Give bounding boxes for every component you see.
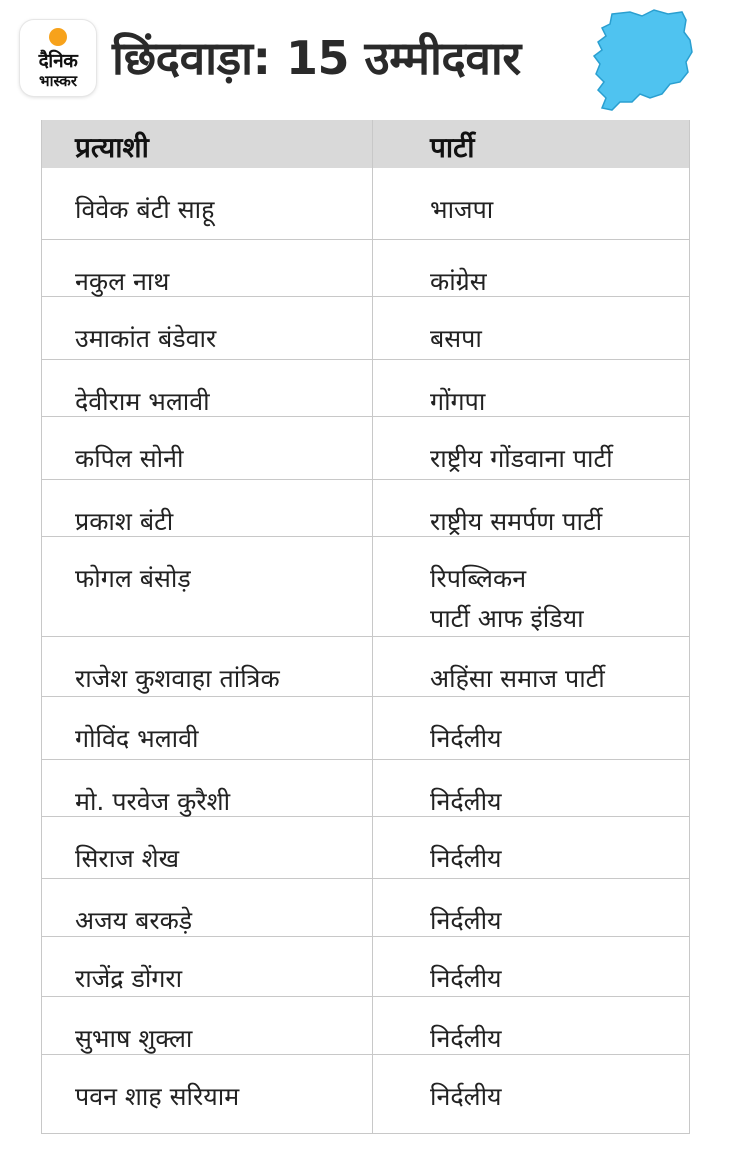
column-divider [372, 120, 373, 1133]
dainik-bhaskar-logo [20, 20, 96, 96]
party-name-line: राष्ट्रीय गोंडवाना पार्टी [430, 444, 613, 473]
table-row [42, 297, 689, 360]
table-row [42, 1055, 689, 1133]
party-name-line: निर्दलीय [430, 844, 502, 873]
party-name [430, 719, 685, 759]
table-row [42, 937, 689, 997]
district-map-icon [590, 6, 700, 114]
sun-icon [49, 28, 67, 46]
party-name [430, 1077, 685, 1117]
candidate-name: गोविंद भलावी [75, 724, 199, 753]
candidate-name: विवेक बंटी साहू [75, 195, 215, 224]
table-row [42, 817, 689, 879]
candidate-name: राजेंद्र डोंगरा [75, 964, 183, 993]
candidate-name: अजय बरकड़े [75, 906, 193, 935]
table-row [42, 168, 689, 240]
party-name-line: निर्दलीय [430, 724, 502, 753]
party-name [430, 382, 685, 422]
party-name-line: अहिंसा समाज पार्टी [430, 664, 605, 693]
table-row [42, 697, 689, 760]
table-row [42, 480, 689, 537]
party-name-line: कांग्रेस [430, 267, 487, 296]
column-header-party: पार्टी [430, 131, 475, 164]
candidate-name: नकुल नाथ [75, 267, 170, 296]
candidate-name: उमाकांत बंडेवार [75, 324, 217, 353]
candidate-name: प्रकाश बंटी [75, 507, 174, 536]
party-name [430, 439, 685, 479]
party-name-line: गोंगपा [430, 387, 486, 416]
candidate-name: कपिल सोनी [75, 444, 184, 473]
party-name-line: पार्टी आफ इंडिया [430, 604, 584, 633]
party-name-line: बसपा [430, 324, 482, 353]
candidate-name: सुभाष शुक्ला [75, 1024, 193, 1053]
party-name [430, 319, 685, 359]
party-name-line: निर्दलीय [430, 787, 502, 816]
table-row [42, 417, 689, 480]
table-header [42, 120, 689, 168]
candidate-name: राजेश कुशवाहा तांत्रिक [75, 664, 280, 693]
party-name [430, 190, 685, 230]
party-name [430, 782, 685, 822]
party-name-line: निर्दलीय [430, 964, 502, 993]
party-name [430, 959, 685, 999]
party-name [430, 262, 685, 302]
party-name-line: निर्दलीय [430, 1082, 502, 1111]
table-row [42, 240, 689, 297]
party-name-line: रिपब्लिकन [430, 564, 527, 593]
candidate-name: मो. परवेज कुरैशी [75, 787, 231, 816]
column-header-candidate: प्रत्याशी [75, 131, 149, 164]
table-row [42, 760, 689, 817]
party-name-line: निर्दलीय [430, 1024, 502, 1053]
party-name [430, 1019, 685, 1059]
table-row [42, 360, 689, 417]
party-name-line: भाजपा [430, 195, 494, 224]
logo-text-line2: भास्कर [39, 72, 77, 90]
table-row [42, 637, 689, 697]
party-name [430, 502, 685, 542]
page-title: छिंदवाड़ा: 15 उम्मीदवार [112, 31, 521, 85]
candidates-table [41, 120, 690, 1134]
party-name [430, 659, 685, 699]
header [0, 0, 730, 112]
candidate-name: देवीराम भलावी [75, 387, 210, 416]
candidate-name: सिराज शेख [75, 844, 180, 873]
party-name-line: राष्ट्रीय समर्पण पार्टी [430, 507, 603, 536]
table-row [42, 997, 689, 1055]
party-name [430, 559, 685, 639]
party-name [430, 901, 685, 941]
candidate-name: पवन शाह सरियाम [75, 1082, 240, 1111]
candidate-name: फोगल बंसोड़ [75, 564, 191, 593]
logo-text-line1: दैनिक [38, 50, 78, 72]
table-row [42, 537, 689, 637]
party-name [430, 839, 685, 879]
party-name-line: निर्दलीय [430, 906, 502, 935]
table-row [42, 879, 689, 937]
